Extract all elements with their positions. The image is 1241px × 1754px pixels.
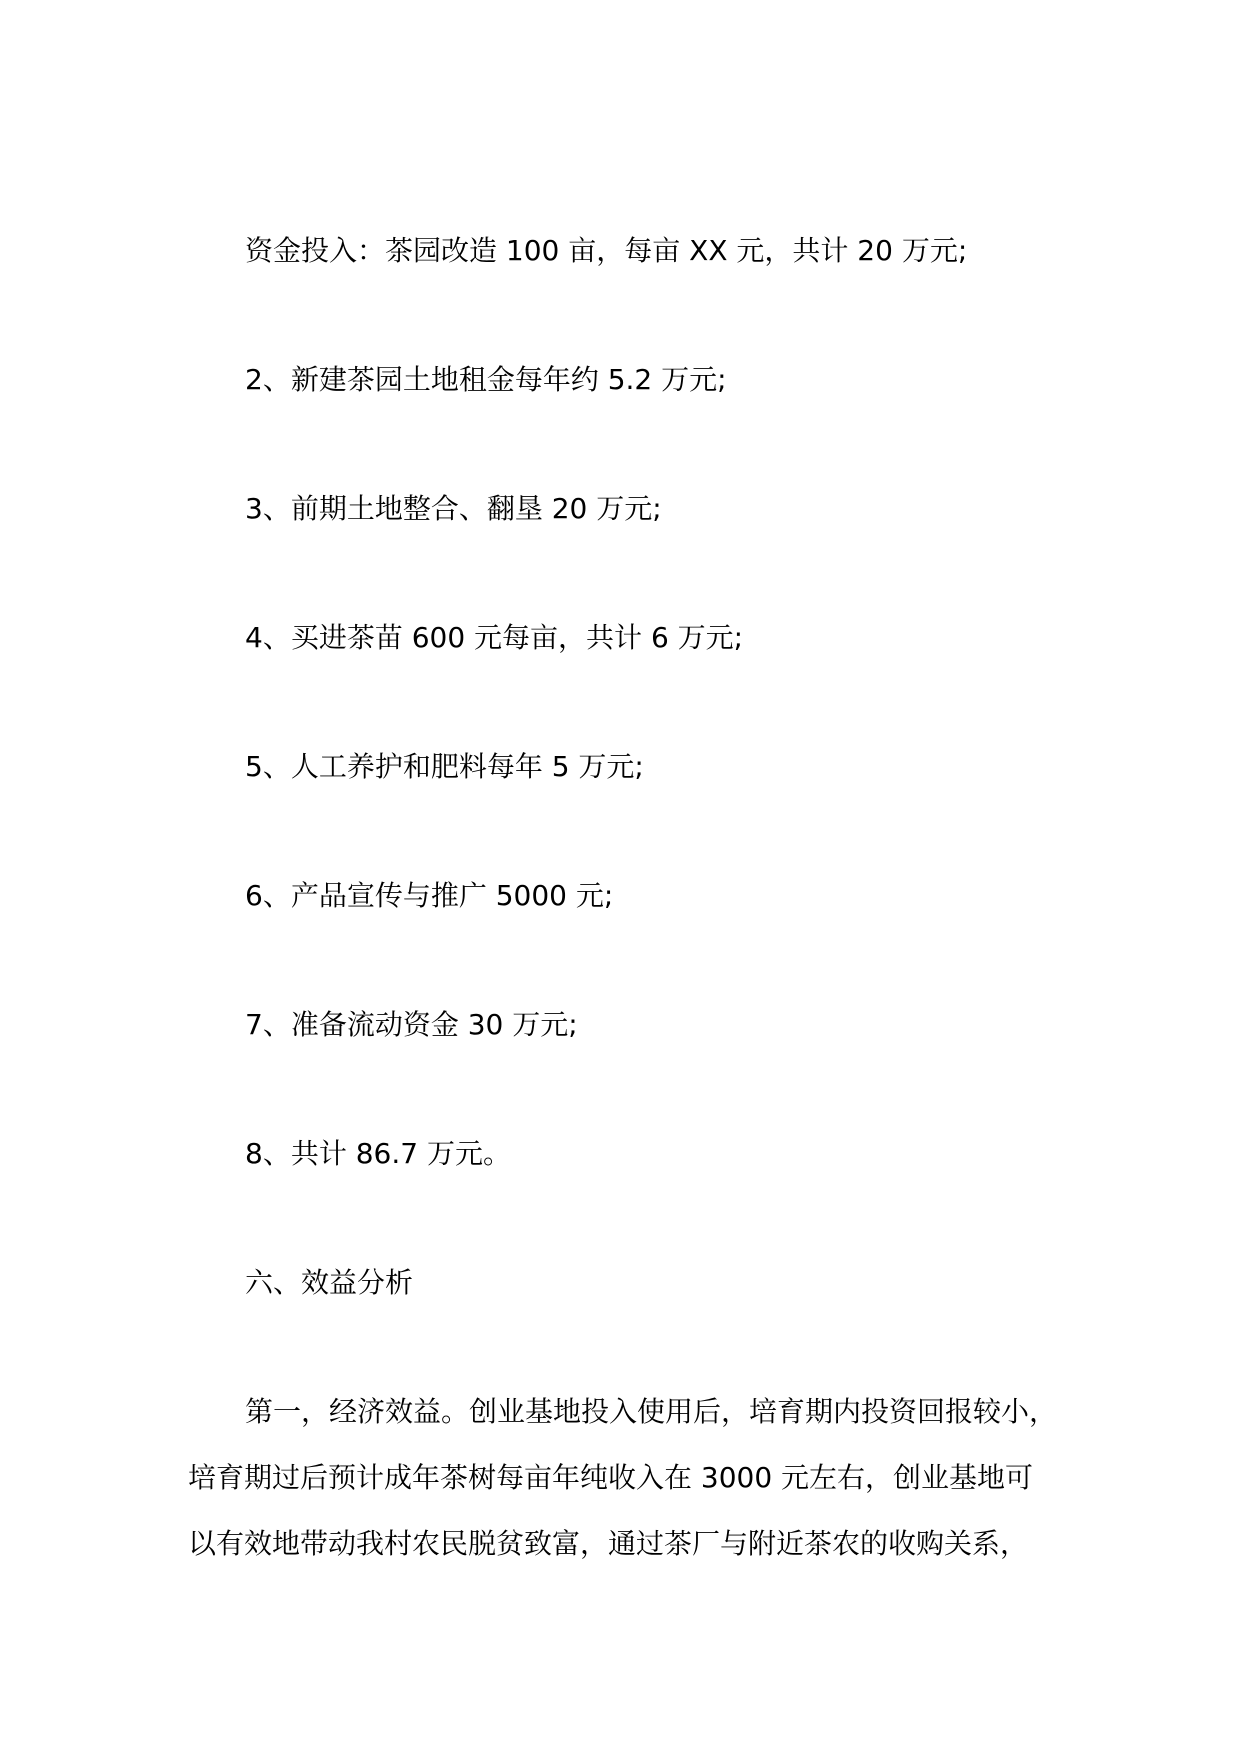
list-item-5: 5、人工养护和肥料每年 5 万元;	[245, 750, 644, 783]
paragraph-line: 第一，经济效益。创业基地投入使用后，培育期内投资回报较小，	[245, 1395, 1058, 1428]
list-item-4: 4、买进茶苗 600 元每亩，共计 6 万元;	[245, 621, 744, 654]
paragraph-line: 以有效地带动我村农民脱贫致富，通过茶厂与附近茶农的收购关系，	[188, 1527, 1029, 1560]
list-item-8: 8、共计 86.7 万元。	[245, 1137, 511, 1170]
list-item-6: 6、产品宣传与推广 5000 元;	[245, 879, 614, 912]
list-item-7: 7、准备流动资金 30 万元;	[245, 1008, 578, 1041]
list-item-2: 2、新建茶园土地租金每年约 5.2 万元;	[245, 363, 727, 396]
funding-input-line: 资金投入：茶园改造 100 亩，每亩 XX 元，共计 20 万元;	[245, 234, 968, 267]
list-item-3: 3、前期土地整合、翻垦 20 万元;	[245, 492, 662, 525]
section-heading: 六、效益分析	[245, 1266, 414, 1299]
paragraph-line: 培育期过后预计成年茶树每亩年纯收入在 3000 元左右，创业基地可	[188, 1461, 1034, 1494]
